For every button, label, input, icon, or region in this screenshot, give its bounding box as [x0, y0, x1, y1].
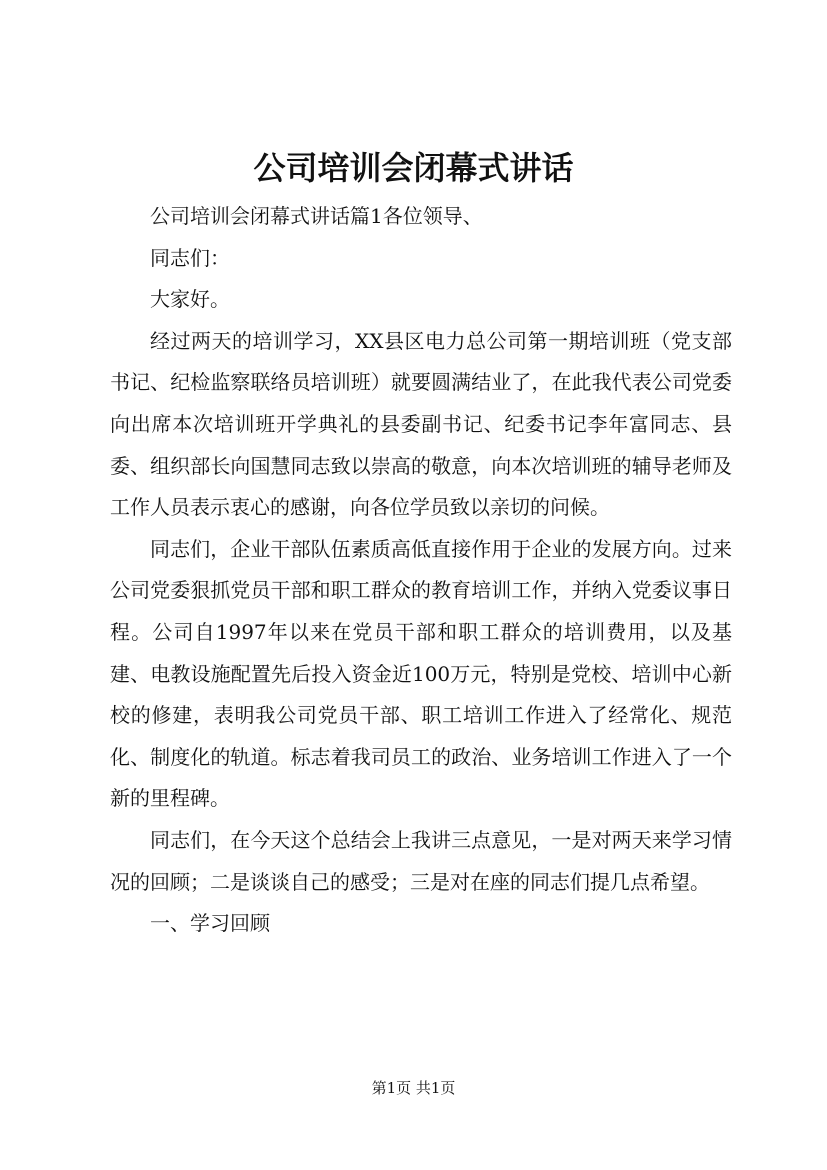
paragraph-opening: 公司培训会闭幕式讲话篇1各位领导、 — [150, 204, 483, 228]
document-title: 公司培训会闭幕式讲话 — [253, 149, 574, 187]
section-heading-review: 一、学习回顾 — [150, 911, 270, 936]
paragraph-background: 同志们，企业干部队伍素质高低直接作用于企业的发展方向。过来公司党委狠抓党员干部和职工群众的教育培训工作，并纳入党委议事日程。公司自1997年以来在党员干部和职工群众的培训费用，以及基建、电教设施配置先后投入资金近100万元，特别是党校、培训中心新校的修建，表明我公司党员干部、职工培训工作进入了经常化、规范化、制度化的轨道。标志着我司员工的政治、业务培训工作进入了一个新的里程碑。 — [110, 536, 732, 811]
page-footer: 第1页 共1页 — [371, 1079, 456, 1097]
paragraph-outline: 同志们，在今天这个总结会上我讲三点意见，一是对两天来学习情况的回顾；二是谈谈自己的感受；三是对在座的同志们提几点希望。 — [110, 827, 732, 894]
paragraph-greeting: 大家好。 — [150, 287, 230, 312]
paragraph-salutation: 同志们： — [150, 245, 230, 270]
paragraph-thanks: 经过两天的培训学习，XX县区电力总公司第一期培训班（党支部书记、纪检监察联络员培训班）就要圆满结业了，在此我代表公司党委向出席本次培训班开学典礼的县委副书记、纪委书记李年富同志、县委、组织部长向国慧同志致以崇高的敬意，向本次培训班的辅导老师及工作人员表示衷心的感谢，向各位学员致以亲切的问候。 — [110, 328, 732, 520]
document-body — [110, 196, 732, 945]
